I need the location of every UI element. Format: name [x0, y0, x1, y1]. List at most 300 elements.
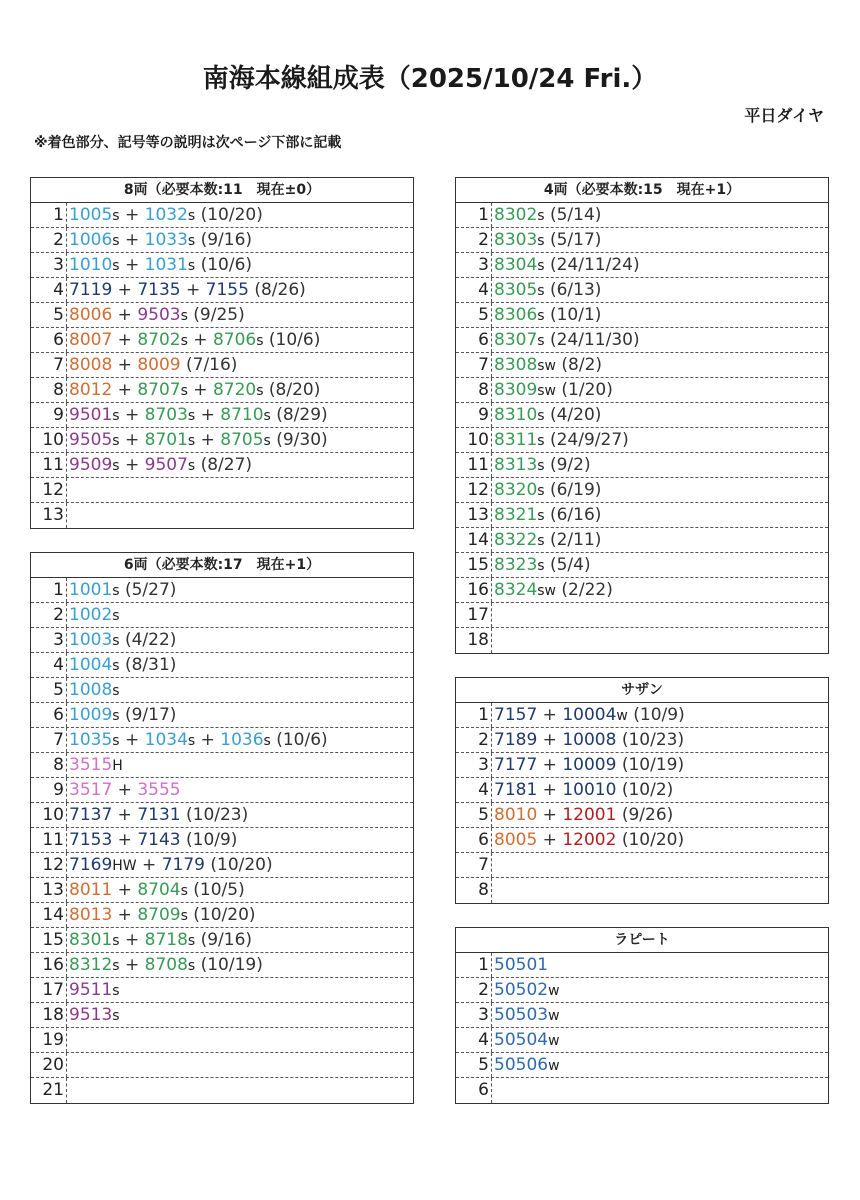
car-number: 8702	[137, 330, 181, 350]
inspection-date: (4/20)	[549, 405, 602, 425]
coupling-plus: +	[180, 280, 206, 300]
row-number: 18	[456, 628, 492, 653]
row-number: 2	[456, 978, 492, 1002]
row-number: 7	[31, 728, 67, 752]
row-number: 6	[31, 703, 67, 727]
row-number: 20	[31, 1053, 67, 1077]
car-suffix: s	[112, 708, 120, 724]
formation-cell	[67, 978, 120, 1002]
car-number: 8710	[220, 405, 264, 425]
car-number: 8007	[69, 330, 113, 350]
car-number: 8006	[69, 305, 113, 325]
table-row	[456, 353, 828, 378]
formation-cell	[67, 278, 306, 302]
car-suffix: s	[537, 508, 545, 524]
row-number: 18	[31, 1003, 67, 1027]
inspection-date: (8/26)	[254, 280, 306, 300]
table-row	[456, 828, 828, 853]
row-number: 11	[456, 453, 492, 477]
car-number: 7177	[494, 755, 538, 775]
inspection-date: (9/2)	[549, 455, 591, 475]
table-row	[31, 328, 413, 353]
table-row	[31, 828, 413, 853]
formation-cell	[67, 803, 248, 827]
table-row	[456, 253, 828, 278]
table-row	[31, 578, 413, 603]
table-row	[456, 803, 828, 828]
coupling-plus: +	[119, 255, 145, 275]
car-number: 10008	[562, 730, 617, 750]
table-header: 6両（必要本数:17 現在+1）	[31, 553, 413, 578]
formation-cell	[67, 1028, 69, 1052]
car-suffix: s	[112, 633, 120, 649]
car-suffix: s	[180, 333, 188, 349]
table-row	[456, 328, 828, 353]
coupling-plus: +	[119, 930, 145, 950]
table-row	[456, 503, 828, 528]
car-number: 8303	[494, 230, 538, 250]
inspection-date: (9/17)	[124, 705, 177, 725]
car-number: 1006	[69, 230, 113, 250]
car-suffix: s	[537, 308, 545, 324]
row-number: 5	[456, 1053, 492, 1077]
row-number: 6	[456, 828, 492, 852]
car-suffix: s	[263, 433, 271, 449]
formation-cell	[67, 228, 252, 252]
car-number: 8306	[494, 305, 538, 325]
car-number: 7135	[137, 280, 181, 300]
inspection-date: (10/23)	[621, 730, 685, 750]
car-number: 7155	[205, 280, 249, 300]
car-number: 50501	[494, 955, 549, 975]
car-number: 3555	[137, 780, 181, 800]
formation-cell	[492, 728, 684, 752]
car-number: 8718	[144, 930, 188, 950]
car-number: 7169	[69, 855, 113, 875]
car-number: 8323	[494, 555, 538, 575]
formation-cell	[492, 203, 601, 227]
table-row	[456, 453, 828, 478]
car-number: 9511	[69, 980, 113, 1000]
formation-cell	[67, 353, 237, 377]
table-row	[31, 503, 413, 528]
formation-cell	[492, 253, 640, 277]
car-number: 8720	[212, 380, 257, 400]
inspection-date: (7/16)	[186, 355, 238, 375]
car-suffix: s	[537, 208, 545, 224]
table-row	[31, 678, 413, 703]
table-header: 8両（必要本数:11 現在±0）	[31, 178, 413, 203]
inspection-date: (10/6)	[200, 255, 253, 275]
inspection-date: (10/9)	[633, 705, 685, 725]
car-number: 10010	[562, 780, 617, 800]
table-row	[31, 953, 413, 978]
inspection-date: (10/1)	[549, 305, 602, 325]
car-suffix: sw	[537, 583, 557, 599]
formation-cell	[492, 303, 601, 327]
inspection-date: (10/20)	[193, 905, 256, 925]
car-suffix: s	[187, 233, 196, 249]
table-row	[31, 428, 413, 453]
car-suffix: s	[187, 458, 196, 474]
car-number: 1035	[69, 730, 113, 750]
formation-cell	[492, 978, 560, 1002]
inspection-date: (10/9)	[186, 830, 238, 850]
table-row	[456, 728, 828, 753]
car-suffix: s	[187, 208, 196, 224]
table-row	[31, 1028, 413, 1053]
car-number: 7181	[494, 780, 538, 800]
row-number: 3	[456, 753, 492, 777]
car-suffix: s	[256, 383, 264, 399]
table-row	[31, 628, 413, 653]
table-row	[31, 378, 413, 403]
table-4-car	[455, 177, 829, 654]
row-number: 10	[456, 428, 492, 452]
schedule-type: 平日ダイヤ	[744, 106, 824, 125]
coupling-plus: +	[537, 705, 563, 725]
inspection-date: (5/4)	[549, 555, 591, 575]
inspection-date: (5/17)	[549, 230, 602, 250]
table-row	[456, 578, 828, 603]
car-suffix: s	[537, 558, 545, 574]
row-number: 14	[456, 528, 492, 552]
table-row	[31, 928, 413, 953]
row-number: 5	[456, 303, 492, 327]
car-number: 1031	[144, 255, 188, 275]
row-number: 17	[456, 603, 492, 627]
car-number: 7189	[494, 730, 538, 750]
table-body	[31, 578, 413, 1103]
car-number: 8005	[494, 830, 538, 850]
table-row	[456, 603, 828, 628]
car-suffix: s	[537, 333, 545, 349]
coupling-plus: +	[119, 405, 145, 425]
row-number: 14	[31, 903, 67, 927]
car-number: 10009	[562, 755, 617, 775]
table-row	[31, 203, 413, 228]
car-number: 9501	[69, 405, 113, 425]
table-row	[31, 703, 413, 728]
car-number: 8304	[494, 255, 538, 275]
inspection-date: (10/19)	[621, 755, 685, 775]
car-number: 9505	[69, 430, 113, 450]
formation-cell	[67, 678, 120, 702]
formation-cell	[67, 778, 181, 802]
row-number: 11	[31, 453, 67, 477]
car-suffix: s	[112, 433, 120, 449]
formation-cell	[492, 603, 494, 627]
table-header: 4両（必要本数:15 現在+1）	[456, 178, 828, 203]
inspection-date: (5/27)	[124, 580, 177, 600]
car-number: 12002	[562, 830, 617, 850]
coupling-plus: +	[537, 780, 563, 800]
row-number: 4	[31, 278, 67, 302]
car-suffix: w	[548, 1058, 560, 1074]
formation-cell	[67, 1078, 69, 1103]
row-number: 9	[31, 778, 67, 802]
table-row	[456, 378, 828, 403]
car-suffix: s	[537, 258, 545, 274]
formation-cell	[492, 1028, 560, 1052]
formation-cell	[492, 628, 494, 653]
row-number: 12	[31, 853, 67, 877]
coupling-plus: +	[112, 355, 138, 375]
car-number: 8312	[69, 955, 113, 975]
inspection-date: (8/2)	[561, 355, 603, 375]
formation-cell	[67, 903, 256, 927]
formation-cell	[67, 328, 320, 352]
car-number: 1001	[69, 580, 113, 600]
car-number: 8305	[494, 280, 538, 300]
coupling-plus: +	[112, 280, 138, 300]
table-southern	[455, 677, 829, 904]
table-row	[456, 1028, 828, 1053]
table-row	[456, 528, 828, 553]
coupling-plus: +	[187, 330, 213, 350]
table-row	[456, 853, 828, 878]
table-row	[456, 478, 828, 503]
coupling-plus: +	[195, 430, 221, 450]
inspection-date: (10/5)	[193, 880, 245, 900]
car-suffix: s	[187, 258, 196, 274]
car-suffix: s	[537, 433, 545, 449]
row-number: 7	[456, 853, 492, 877]
coupling-plus: +	[119, 955, 145, 975]
car-number: 7143	[137, 830, 181, 850]
inspection-date: (9/26)	[621, 805, 674, 825]
car-number: 8708	[144, 955, 188, 975]
car-number: 50504	[494, 1030, 549, 1050]
car-number: 8010	[494, 805, 538, 825]
car-number: 1002	[69, 605, 113, 625]
car-number: 8701	[144, 430, 188, 450]
car-number: 9513	[69, 1005, 113, 1025]
inspection-date: (10/2)	[621, 780, 674, 800]
formation-cell	[67, 953, 263, 977]
formation-cell	[492, 553, 591, 577]
coupling-plus: +	[195, 730, 221, 750]
inspection-date: (4/22)	[124, 630, 177, 650]
formation-cell	[492, 803, 673, 827]
table-body	[456, 703, 828, 903]
formation-cell	[67, 203, 263, 227]
formation-cell	[67, 428, 328, 452]
row-number: 2	[31, 228, 67, 252]
car-number: 9503	[137, 305, 181, 325]
car-number: 1010	[69, 255, 113, 275]
coupling-plus: +	[112, 330, 138, 350]
car-suffix: sw	[537, 383, 557, 399]
table-row	[31, 653, 413, 678]
table-row	[31, 903, 413, 928]
car-suffix: s	[187, 733, 196, 749]
car-number: 8320	[494, 480, 538, 500]
car-suffix: s	[263, 733, 271, 749]
row-number: 9	[31, 403, 67, 427]
car-number: 7179	[161, 855, 205, 875]
row-number: 15	[31, 928, 67, 952]
car-suffix: s	[537, 458, 545, 474]
car-suffix: s	[112, 733, 120, 749]
coupling-plus: +	[537, 805, 563, 825]
formation-cell	[67, 303, 245, 327]
car-suffix: s	[112, 583, 120, 599]
inspection-date: (9/16)	[200, 230, 253, 250]
formation-cell	[67, 503, 69, 528]
table-row	[31, 253, 413, 278]
car-suffix: w	[548, 983, 560, 999]
car-number: 50506	[494, 1055, 549, 1075]
table-row	[456, 628, 828, 653]
row-number: 5	[456, 803, 492, 827]
row-number: 8	[456, 878, 492, 903]
formation-cell	[67, 753, 123, 777]
car-number: 1036	[220, 730, 264, 750]
car-suffix: s	[112, 458, 120, 474]
row-number: 3	[31, 628, 67, 652]
formation-cell	[67, 378, 320, 402]
car-suffix: s	[180, 308, 188, 324]
car-number: 7137	[69, 805, 113, 825]
car-number: 7119	[69, 280, 113, 300]
inspection-date: (8/20)	[268, 380, 321, 400]
table-row	[456, 403, 828, 428]
car-number: 7157	[494, 705, 538, 725]
table-body	[31, 203, 413, 528]
car-number: 3515	[69, 755, 113, 775]
inspection-date: (10/20)	[200, 205, 263, 225]
inspection-date: (6/16)	[549, 505, 602, 525]
table-row	[31, 878, 413, 903]
formation-cell	[492, 878, 494, 903]
car-number: 8011	[69, 880, 113, 900]
row-number: 3	[31, 253, 67, 277]
row-number: 5	[31, 303, 67, 327]
formation-cell	[492, 953, 548, 977]
formation-cell	[492, 1053, 560, 1077]
table-row	[31, 603, 413, 628]
inspection-date: (2/22)	[561, 580, 613, 600]
row-number: 4	[31, 653, 67, 677]
inspection-date: (10/6)	[268, 330, 321, 350]
table-row	[456, 1078, 828, 1103]
table-row	[31, 353, 413, 378]
table-header: サザン	[456, 678, 828, 703]
car-number: 1033	[144, 230, 188, 250]
car-suffix: H	[112, 758, 123, 774]
row-number: 7	[456, 353, 492, 377]
table-row	[31, 278, 413, 303]
row-number: 13	[456, 503, 492, 527]
formation-cell	[492, 228, 601, 252]
formation-cell	[492, 1078, 494, 1103]
row-number: 7	[31, 353, 67, 377]
car-number: 3517	[69, 780, 113, 800]
car-suffix: s	[256, 333, 264, 349]
table-row	[456, 278, 828, 303]
car-suffix: s	[112, 983, 120, 999]
inspection-date: (6/19)	[549, 480, 602, 500]
inspection-date: (10/20)	[210, 855, 273, 875]
table-row	[31, 453, 413, 478]
car-suffix: HW	[112, 858, 137, 874]
car-suffix: s	[187, 958, 196, 974]
car-number: 8321	[494, 505, 538, 525]
row-number: 13	[31, 878, 67, 902]
formation-cell	[492, 828, 684, 852]
formation-cell	[492, 478, 601, 502]
car-number: 10004	[562, 705, 617, 725]
car-suffix: s	[112, 683, 120, 699]
row-number: 1	[31, 203, 67, 227]
car-suffix: s	[537, 408, 545, 424]
car-number: 8313	[494, 455, 538, 475]
coupling-plus: +	[112, 805, 138, 825]
car-suffix: s	[112, 608, 120, 624]
inspection-date: (9/16)	[200, 930, 253, 950]
inspection-date: (5/14)	[549, 205, 602, 225]
car-number: 8308	[494, 355, 538, 375]
row-number: 6	[31, 328, 67, 352]
legend-note: ※着色部分、記号等の説明は次ページ下部に記載	[34, 135, 342, 151]
row-number: 12	[456, 478, 492, 502]
car-suffix: s	[112, 233, 120, 249]
row-number: 1	[456, 703, 492, 727]
table-row	[456, 878, 828, 903]
row-number: 10	[31, 803, 67, 827]
formation-cell	[67, 1003, 120, 1027]
inspection-date: (8/31)	[124, 655, 177, 675]
table-row	[31, 303, 413, 328]
inspection-date: (24/11/30)	[549, 330, 640, 350]
inspection-date: (9/25)	[193, 305, 245, 325]
page-title: 南海本線組成表（2025/10/24 Fri.）	[202, 64, 658, 94]
table-header: ラピート	[456, 928, 828, 953]
car-number: 1034	[144, 730, 188, 750]
table-row	[31, 853, 413, 878]
formation-cell	[492, 853, 494, 877]
table-row	[31, 803, 413, 828]
row-number: 19	[31, 1028, 67, 1052]
car-number: 8322	[494, 530, 538, 550]
formation-cell	[67, 728, 328, 752]
row-number: 13	[31, 503, 67, 528]
car-number: 8703	[144, 405, 188, 425]
car-suffix: s	[537, 283, 545, 299]
car-number: 8307	[494, 330, 538, 350]
row-number: 15	[456, 553, 492, 577]
car-number: 8009	[137, 355, 181, 375]
formation-cell	[67, 703, 176, 727]
row-number: 3	[456, 253, 492, 277]
car-number: 1004	[69, 655, 113, 675]
car-number: 8311	[494, 430, 538, 450]
car-suffix: s	[537, 533, 545, 549]
car-suffix: s	[112, 408, 120, 424]
table-row	[31, 978, 413, 1003]
row-number: 2	[31, 603, 67, 627]
car-suffix: w	[548, 1008, 560, 1024]
formation-cell	[67, 928, 252, 952]
row-number: 1	[456, 953, 492, 977]
car-suffix: s	[187, 433, 196, 449]
car-suffix: s	[112, 933, 120, 949]
row-number: 5	[31, 678, 67, 702]
car-number: 8013	[69, 905, 113, 925]
coupling-plus: +	[112, 880, 138, 900]
car-suffix: s	[112, 208, 120, 224]
